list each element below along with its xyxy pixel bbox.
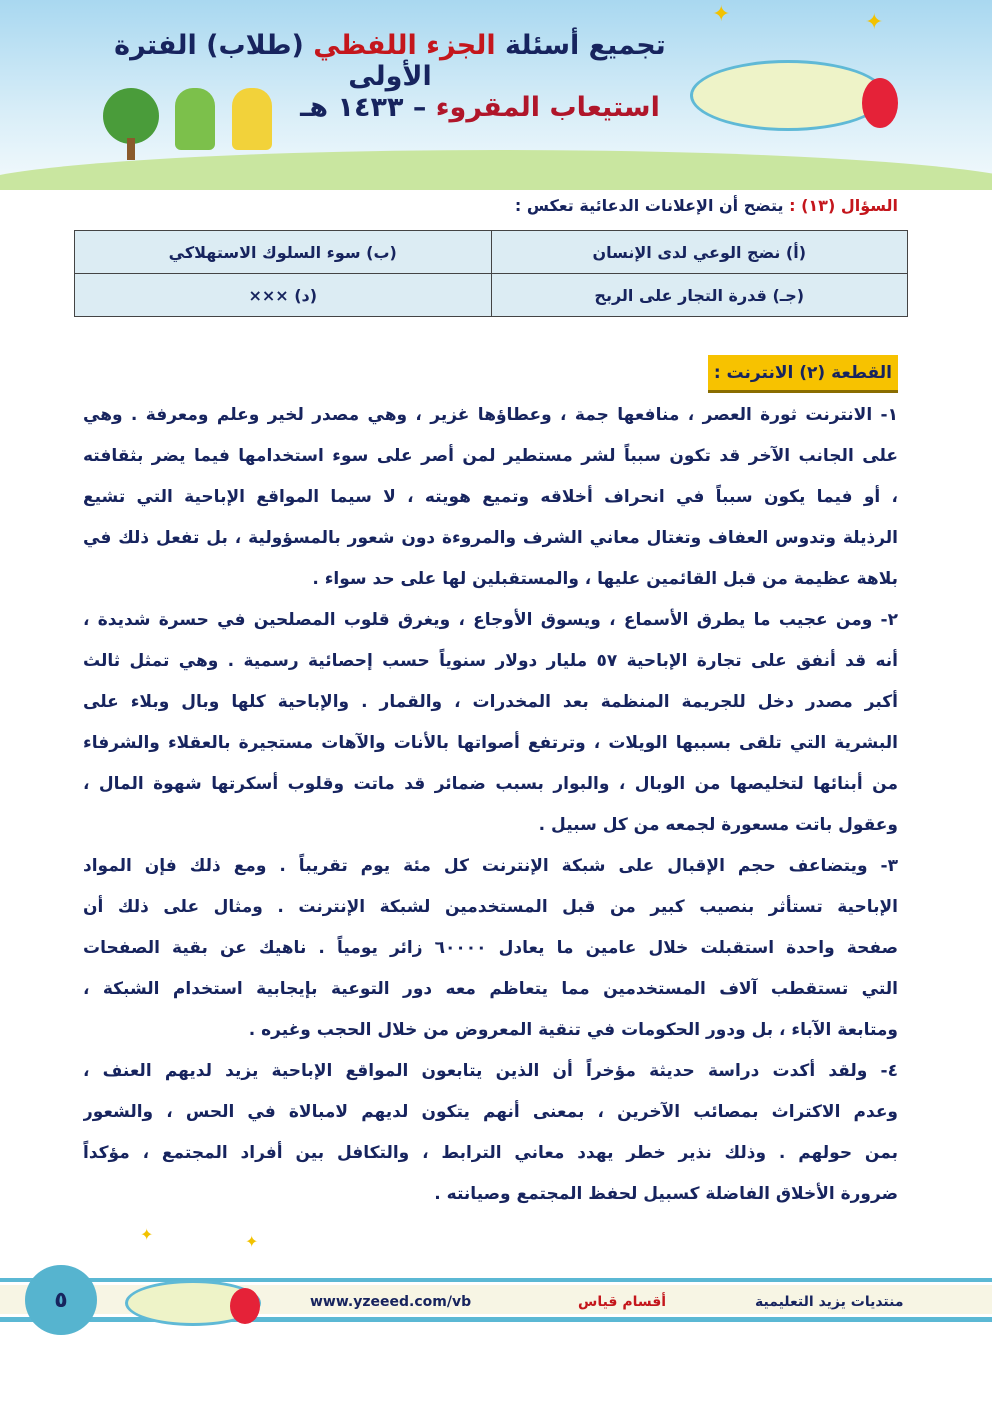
paragraph-line: وعقول باتت مسعورة لجمعه من كل سبيل . (538, 815, 898, 835)
paragraph-line: ١- الانترنت ثورة العصر ، منافعها جمة ، وعطاؤها غزير ، وهي مصدر لخير وعلم ومعرفة . وهي (83, 405, 898, 425)
subtitle-highlight: استيعاب المقروء (435, 92, 660, 123)
subtitle-year: – ١٤٣٣ هـ (300, 92, 427, 123)
footer-site-name: منتديات يزيد التعليمية (755, 1294, 904, 1310)
option-c[interactable]: (جـ) قدرة التجار على الربح (491, 274, 908, 317)
bird-icon: ✦ (865, 10, 884, 35)
paragraph (83, 600, 898, 846)
paragraph-line: وعدم الاكتراث بمصائب الآخرين ، بمعنى أنهم يتكون لديهم لامبالاة في الحس ، والشعور (83, 1102, 898, 1122)
option-b[interactable]: (ب) سوء السلوك الاستهلاكي (75, 231, 492, 274)
paragraph-line: البشرية التي تلقى بسببها الويلات ، وترتفع أصواتها بالأنات والآهات مستجيرة بالعقلاء والشرفاء (83, 733, 898, 753)
page-header (0, 0, 992, 190)
propeller-illustration (862, 78, 898, 128)
grass-decoration (0, 150, 992, 190)
footer-url[interactable]: www.yzeeed.com/vb (310, 1294, 472, 1310)
option-d[interactable]: (د) ××× (75, 274, 492, 317)
paragraph-line: التي تستقطب آلاف المستخدمين مما يتعاظم معه دور التوعية بإيجابية استخدام الشبكة ، (83, 979, 898, 999)
paragraph-line: صفحة واحدة استقبلت خلال عامين ما يعادل ٦٠٠٠٠ زائر يومياً . ناهيك عن بقية الصفحات (83, 938, 898, 958)
paragraph (83, 395, 898, 600)
title-highlight: الجزء اللفظي (313, 30, 496, 61)
answer-options-table (74, 230, 908, 317)
paragraph-line: ومتابعة الآباء ، بل ودور الحكومات في تنقية المعروض من خلال الحجب وغيره . (248, 1020, 898, 1040)
paragraph-line: ضرورة الأخلاق الفاضلة كسبيل لحفظ المجتمع وصيانته . (434, 1184, 898, 1204)
paragraph-line: ٤- ولقد أكدت دراسة حديثة مؤخراً أن الذين يتابعون المواقع الإباحية يزيد لديهم العنف ، (83, 1061, 898, 1081)
paragraph-line: ٣- ويتضاعف حجم الإقبال على شبكة الإنترنت كل مئة يوم تقريباً . ومع ذلك فإن المواد (83, 856, 898, 876)
option-a[interactable]: (أ) نضج الوعي لدى الإنسان (491, 231, 908, 274)
bird-icon: ✦ (245, 1232, 259, 1251)
question-text: يتضح أن الإعلانات الدعائية تعكس : (514, 196, 784, 215)
paragraph-line: بمن حولهم . وذلك نذير خطر يهدد معاني الترابط ، والتكافل بين أفراد المجتمع ، مؤكداً (83, 1143, 898, 1163)
paragraph-line: أنه قد أنفق على تجارة الإباحية ٥٧ مليار دولار سنوياً حسب إحصائية رسمية . وهي تمثل ثالث (83, 651, 898, 671)
tree-illustration (103, 88, 159, 144)
propeller-illustration (230, 1288, 260, 1324)
paragraph-line: من أبنائها لتخليصها من الوبال ، والبوار بسبب ضمائر قد ماتت وقلوب أسكرتها شهوة المال ، (83, 774, 898, 794)
section-heading: القطعة (٢) الانترنت : (708, 355, 898, 393)
question-stem (515, 196, 898, 215)
page-number: ٥ (25, 1265, 97, 1335)
footer-section-label: أقسام قياس (578, 1294, 667, 1310)
passage-body (83, 395, 898, 1215)
table-row (75, 274, 908, 317)
child-illustration (175, 88, 215, 150)
paragraph-line: على الجانب الآخر قد تكون سبباً لشر مستطير لمن أصر على سوء استخدامها فيما يضر بثقافته (83, 446, 898, 466)
paragraph (83, 1051, 898, 1215)
page-subtitle (300, 92, 660, 123)
bird-icon: ✦ (140, 1225, 154, 1244)
paragraph-line: أكبر مصدر دخل للجريمة المنظمة بعد المخدرات ، والقمار . والإباحية كلها وبال وبلاء على (83, 692, 898, 712)
tree-trunk (127, 138, 135, 160)
paragraph-line: ، أو فيما يكون سبباً في انحراف أخلاقه وتميع هويته ، لا سيما المواقع الإباحية التي تشيع (83, 487, 898, 507)
page-title (100, 30, 680, 92)
question-label: السؤال (١٣) : (789, 196, 898, 215)
paragraph-line: بلاهة عظيمة من قبل القائمين عليها ، والمستقبلين لها على حد سواء . (312, 569, 898, 589)
table-row (75, 231, 908, 274)
paragraph-line: الإباحية تستأثر بنصيب كبير من قبل المستخدمين لشبكة الإنترنت . ومثال على ذلك أن (83, 897, 898, 917)
title-text: تجميع أسئلة (505, 30, 666, 61)
child-illustration (232, 88, 272, 150)
paragraph-line: الرذيلة وتدوس العفاف وتغتال معاني الشرف والمروءة دون شعور بالمسؤولية ، بل تفعل ذلك في (83, 528, 898, 548)
paragraph-line: ٢- ومن عجيب ما يطرق الأسماع ، ويسوق الأوجاع ، ويغرق قلوب المصلحين في حسرة شديدة ، (83, 610, 898, 630)
bird-icon: ✦ (712, 2, 731, 27)
airplane-illustration (690, 60, 886, 131)
title-text: (طلاب) الفترة الأولى (114, 30, 432, 92)
paragraph (83, 846, 898, 1051)
